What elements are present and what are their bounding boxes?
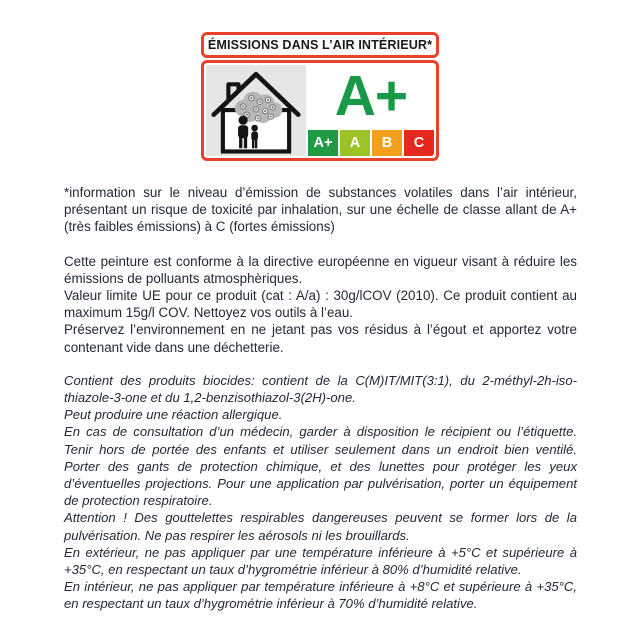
precaution-paragraph: Attention ! Des gouttelettes respirables dangereuses peuvent se former lors de la pulvérisation. Ne pas respirer les aérosols ni les brouillards.	[64, 510, 577, 543]
precaution-paragraph: En extérieur, ne pas appliquer par une température inférieure à +5°C et supérieure à +35°C, en respectant un taux d’hygrométrie inférieur à 80% d’humidité relative.	[64, 544, 577, 578]
rating-value: A+	[334, 64, 408, 128]
scale-cell-aplus: A+	[308, 130, 338, 156]
info-paragraphs	[64, 253, 577, 356]
rating-scale	[308, 130, 434, 156]
emissions-label-title: ÉMISSIONS DANS L’AIR INTÉRIEUR*	[207, 38, 433, 52]
info-paragraph: Valeur limite UE pour ce produit (cat : A/a) : 30g/lCOV (2010). Ce produit contient au maximum 15g/l COV. Nettoyez vos outils à l’eau.	[64, 288, 577, 321]
house-pollution-family-icon	[210, 66, 302, 156]
precaution-paragraph: En cas de consultation d’un médecin, garder à disposition le récipient ou l’étiquette. Tenir hors de portée des enfants et utiliser seulement dans un endroit bien ventilé. Porter des gants de protection chimique, et des lunettes pour protéger les yeux d’éventuelles projections. Pour une application par pulvérisation, porter un équipement de protection respiratoire.	[64, 424, 577, 509]
precaution-paragraph: En intérieur, ne pas appliquer par température inférieure à +8°C et supérieure à +35°C, en respectant un taux d’hygrométrie inférieur à 70% d’humidité relative.	[64, 579, 577, 612]
footnote-paragraph: *information sur le niveau d’émission de substances volatiles dans l’air intérieur, présentant un risque de toxicité par inhalation, sur une échelle de classe allant de A+ (très faibles émissions) à C (fortes émissions)	[64, 185, 577, 235]
emissions-label-body	[201, 60, 439, 161]
house-panel	[206, 65, 306, 156]
rating-panel	[308, 65, 434, 156]
label-text-block	[64, 184, 577, 613]
indoor-air-emissions-label	[201, 32, 439, 161]
precaution-paragraph: Contient des produits biocides: contient de la C(M)IT/MIT(3:1), du 2-méthyl-2h-isothiazole-3-one et du 1,2-benzisothiazol-3(2H)-one.	[64, 372, 577, 406]
info-paragraph: Préservez l’environnement en ne jetant pas vos résidus à l’égout et apportez votre contenant vide dans une déchetterie.	[64, 322, 577, 355]
scale-cell-b: B	[372, 130, 402, 156]
scale-cell-c: C	[404, 130, 434, 156]
precaution-paragraph: Peut produire une réaction allergique.	[64, 407, 283, 423]
emissions-label-title-box	[201, 32, 439, 58]
info-paragraph: Cette peinture est conforme à la directive européenne en vigueur visant à réduire les émissions de polluants atmosphèriques.	[64, 253, 577, 286]
scale-cell-a: A	[340, 130, 370, 156]
precaution-paragraphs	[64, 372, 577, 613]
